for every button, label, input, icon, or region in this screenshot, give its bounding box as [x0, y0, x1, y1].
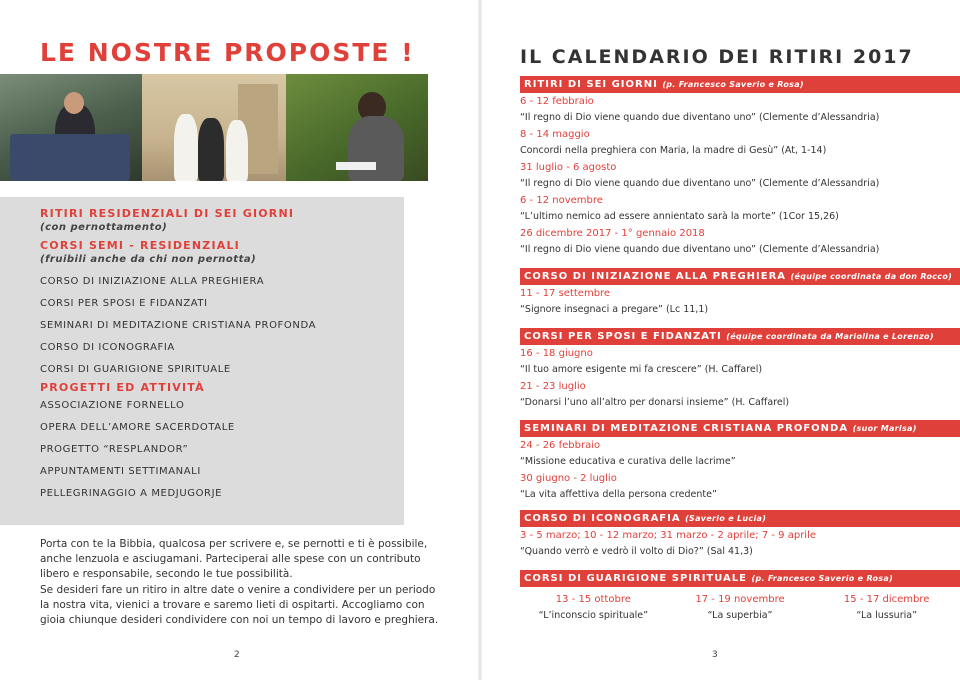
event-columns	[520, 591, 960, 624]
page-number: 2	[234, 650, 240, 660]
calendar-event	[520, 438, 960, 470]
event-title: “Missione educativa e curativa delle lacrime”	[520, 456, 736, 467]
event-title: “Signore insegnaci a pregare” (Lc 11,1)	[520, 304, 709, 315]
event-date: 30 giugno - 2 luglio	[520, 473, 617, 484]
section-leaders: (suor Marisa)	[852, 424, 917, 433]
calendar-event	[813, 591, 960, 624]
event-title: “La vita affettiva della persona credente”	[520, 489, 717, 500]
event-title: “Quando verrò e vedrò il volto di Dio?” (Sal 41,3)	[520, 546, 753, 557]
event-title: “Il regno di Dio viene quando due diventano uno” (Clemente d’Alessandria)	[520, 178, 880, 189]
calendar-event	[520, 286, 960, 318]
event-title: “Il tuo amore esigente mi fa crescere” (H. Caffarel)	[520, 364, 763, 375]
event-title: Concordi nella preghiera con Maria, la madre di Gesù” (At, 1-14)	[520, 145, 827, 156]
menu-item: CORSI DI GUARIGIONE SPIRITUALE	[40, 364, 231, 375]
section-title: CORSO DI ICONOGRAFIA	[524, 513, 681, 524]
section-leaders: (équipe coordinata da don Rocco)	[790, 272, 953, 281]
section-header	[520, 570, 960, 587]
calendar-event	[520, 226, 960, 258]
section-leaders: (p. Francesco Saverio e Rosa)	[662, 80, 804, 89]
calendar-title: IL CALENDARIO DEI RITIRI 2017	[520, 46, 914, 68]
menu-item: ASSOCIAZIONE FORNELLO	[40, 400, 185, 411]
event-date: 6 - 12 novembre	[520, 195, 603, 206]
offers-list	[40, 207, 400, 505]
event-date: 6 - 12 febbraio	[520, 96, 594, 107]
event-date: 17 - 19 novembre	[695, 594, 785, 605]
calendar-section	[520, 510, 960, 560]
event-title: “Il regno di Dio viene quando due diventano uno” (Clemente d’Alessandria)	[520, 112, 880, 123]
menu-heading: CORSI SEMI - RESIDENZIALI	[40, 239, 240, 252]
calendar-section	[520, 570, 960, 624]
photo-strip	[0, 74, 428, 181]
calendar-event	[520, 471, 960, 503]
section-leaders: (équipe coordinata da Mariolina e Lorenzo)	[726, 332, 934, 341]
menu-subheading: (fruibili anche da chi non pernotta)	[40, 254, 257, 265]
event-date: 24 - 26 febbraio	[520, 440, 601, 451]
section-header	[520, 268, 960, 285]
info-paragraph: Porta con te la Bibbia, qualcosa per scrivere e, se pernotti e ti è possibile, anche lenzuola e asciugamani. Parteciperai alle spese con un contributo libero e responsabile, secondo le tue possibilità.	[40, 538, 428, 581]
calendar-event	[520, 379, 960, 411]
calendar-section	[520, 328, 960, 411]
event-date: 31 luglio - 6 agosto	[520, 162, 617, 173]
menu-item: CORSI PER SPOSI E FIDANZATI	[40, 298, 208, 309]
calendar-event	[520, 160, 960, 192]
calendar-section	[520, 420, 960, 503]
calendar-event	[520, 528, 960, 560]
section-title: RITIRI DI SEI GIORNI	[524, 79, 658, 90]
section-header	[520, 420, 960, 437]
menu-item: PROGETTO “RESPLANDOR”	[40, 444, 189, 455]
section-leaders: (Saverio e Lucia)	[685, 514, 767, 523]
event-date: 11 - 17 settembre	[520, 288, 611, 299]
menu-subheading: (con pernottamento)	[40, 222, 168, 233]
event-title: “La superbia”	[707, 610, 773, 621]
section-header	[520, 510, 960, 527]
event-title: “Il regno di Dio viene quando due diventano uno” (Clemente d’Alessandria)	[520, 244, 880, 255]
event-date: 15 - 17 dicembre	[843, 594, 930, 605]
photo-woman-reading	[286, 74, 428, 181]
event-title: “L’ultimo nemico ad essere annientato sarà la morte” (1Cor 15,26)	[520, 211, 839, 222]
photo-nuns-group	[142, 74, 286, 181]
right-page	[480, 0, 960, 680]
calendar-event	[520, 127, 960, 159]
section-title: SEMINARI DI MEDITAZIONE CRISTIANA PROFONDA	[524, 423, 849, 434]
section-header	[520, 328, 960, 345]
menu-item: OPERA DELL’AMORE SACERDOTALE	[40, 422, 235, 433]
event-date: 8 - 14 maggio	[520, 129, 590, 140]
event-title: “L’inconscio spirituale”	[538, 610, 649, 621]
calendar-section	[520, 76, 960, 258]
calendar-event	[667, 591, 814, 624]
section-title: CORSI DI GUARIGIONE SPIRITUALE	[524, 573, 747, 584]
event-date: 21 - 23 luglio	[520, 381, 586, 392]
event-title: “La lussuria”	[856, 610, 917, 621]
menu-heading: PROGETTI ED ATTIVITÀ	[40, 381, 205, 394]
section-title: CORSI PER SPOSI E FIDANZATI	[524, 331, 722, 342]
section-leaders: (p. Francesco Saverio e Rosa)	[751, 574, 894, 583]
menu-heading: RITIRI RESIDENZIALI DI SEI GIORNI	[40, 207, 295, 220]
calendar-event	[520, 591, 667, 624]
section-header	[520, 76, 960, 93]
event-date: 13 - 15 ottobre	[555, 594, 631, 605]
menu-item: PELLEGRINAGGIO A MEDJUGORJE	[40, 488, 223, 499]
menu-item: CORSO DI ICONOGRAFIA	[40, 342, 175, 353]
event-date: 3 - 5 marzo; 10 - 12 marzo; 31 marzo - 2 aprile; 7 - 9 aprile	[520, 530, 817, 541]
calendar-event	[520, 346, 960, 378]
page-title: LE NOSTRE PROPOSTE !	[40, 38, 415, 67]
calendar-section	[520, 268, 960, 318]
event-title: “Donarsi l’uno all’altro per donarsi insieme” (H. Caffarel)	[520, 397, 790, 408]
photo-man-reading	[0, 74, 142, 181]
event-date: 26 dicembre 2017 - 1° gennaio 2018	[520, 228, 705, 239]
page-number: 3	[712, 650, 718, 660]
event-date: 16 - 18 giugno	[520, 348, 593, 359]
calendar-event	[520, 193, 960, 225]
menu-item: APPUNTAMENTI SETTIMANALI	[40, 466, 201, 477]
menu-item: SEMINARI DI MEDITAZIONE CRISTIANA PROFONDA	[40, 320, 317, 331]
info-text	[40, 537, 440, 628]
calendar-event	[520, 94, 960, 126]
info-paragraph: Se desideri fare un ritiro in altre date o venire a condividere per un periodo la nostra vita, vienici a trovare e saremo lieti di ospitarti. Accogliamo con gioia chiunque desideri condividere con noi un tempo di lavoro e preghiera.	[40, 583, 439, 627]
section-title: CORSO DI INIZIAZIONE ALLA PREGHIERA	[524, 271, 787, 282]
menu-item: CORSO DI INIZIAZIONE ALLA PREGHIERA	[40, 276, 265, 287]
